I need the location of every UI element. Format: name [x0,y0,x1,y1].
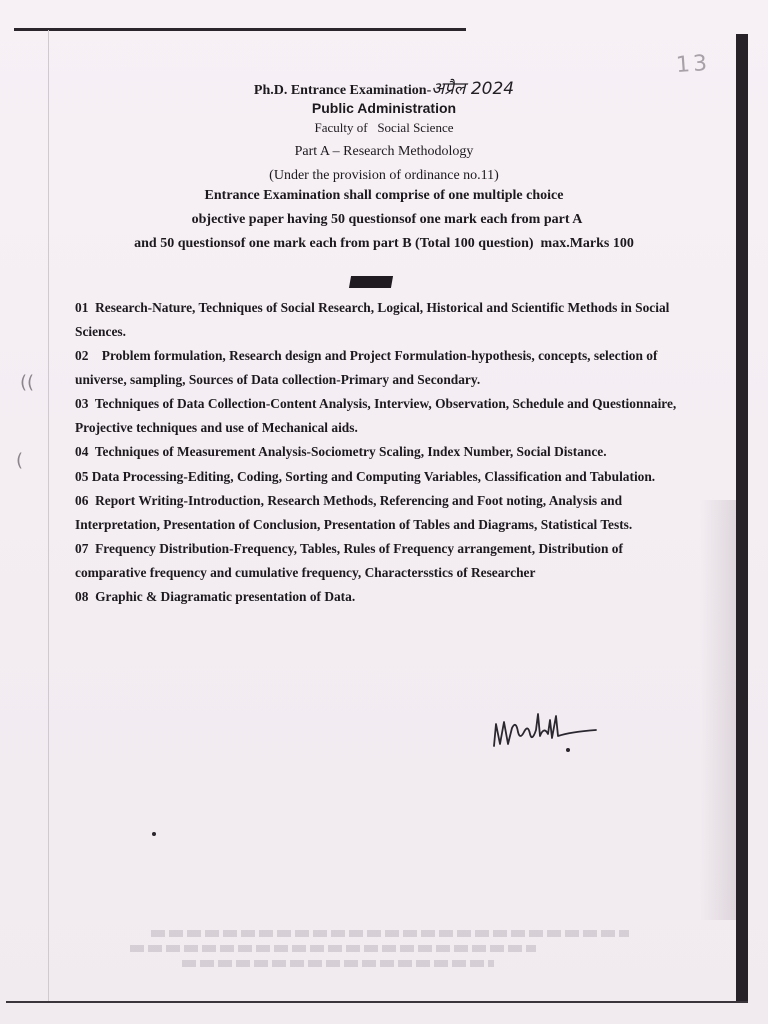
part-title: Part A – Research Methodology [294,144,474,159]
topic-number: 04 [75,444,89,459]
topic-text: Research-Nature, Techniques of Social Research, Logical, Historical and Scientific Methods in Social Sciences. [75,300,670,339]
subject-title: Public Administration [311,100,457,116]
exam-description-line: objective paper having 50 questionsof one mark each from part A [191,212,583,227]
exam-handwritten-date: अप्रैल 2024 [431,79,515,99]
faculty-line: Faculty of Social Science [314,120,454,135]
syllabus-topic [75,489,695,536]
syllabus-topic [75,344,695,391]
scan-bottom-border [6,1001,748,1003]
topic-number: 08 [75,589,89,604]
page-fold-shadow [700,500,736,920]
provision-note: (Under the provision of ordinance no.11) [269,168,499,183]
margin-mark: (( [20,372,35,393]
topic-number: 07 [75,541,89,556]
topic-text: Problem formulation, Research design and Project Formulation-hypothesis, concepts, selection of universe, sampling, Sources of Data collection-Primary and Secondary. [75,348,658,387]
ink-dot [152,832,156,836]
scan-top-border [14,28,466,31]
exam-title-line [0,76,768,100]
exam-description-line: Entrance Examination shall comprise of one multiple choice [204,188,564,203]
document-header [0,76,768,258]
exam-description-line: and 50 questionsof one mark each from part B (Total 100 question) max.Marks 100 [134,236,634,251]
topic-text: Frequency Distribution-Frequency, Tables, Rules of Frequency arrangement, Distribution of comparative frequency and cumulative frequency, Charactersstics of Researcher [75,541,623,580]
topic-number: 05 [75,468,89,484]
syllabus-topic [75,585,695,609]
syllabus-topic-list [75,296,695,610]
page-number: 13 [675,50,711,79]
syllabus-topic [75,296,695,343]
topic-text: Techniques of Data Collection-Content Analysis, Interview, Observation, Schedule and Questionnaire, Projective techniques and use of Mechanical aids. [75,396,677,435]
syllabus-topic [75,392,695,439]
topic-text: Graphic & Diagramatic presentation of Data. [95,589,356,604]
topic-number: 01 [75,300,89,315]
bleed-through-text [130,930,650,970]
topic-number: 03 [75,396,89,411]
topic-text: Report Writing-Introduction, Research Methods, Referencing and Foot noting, Analysis and Interpretation, Presentation of Conclusion, Presentation of Tables and Diagrams, Statistical Tests. [75,493,633,532]
margin-mark: ( [16,450,24,471]
handwritten-signature-icon [490,706,602,752]
ink-dot [566,748,570,752]
topic-text: Techniques of Measurement Analysis-Sociometry Scaling, Index Number, Social Distance. [94,444,607,459]
exam-title: Ph.D. Entrance Examination- [253,83,432,98]
syllabus-topic [75,465,695,489]
topic-text: Data Processing-Editing, Coding, Sorting and Computing Variables, Classification and Tabulation. [91,468,656,484]
syllabus-topic [75,537,695,584]
syllabus-topic [75,440,695,464]
redaction-stamp [349,276,393,288]
topic-number: 02 [75,348,89,363]
topic-number: 06 [75,493,89,508]
